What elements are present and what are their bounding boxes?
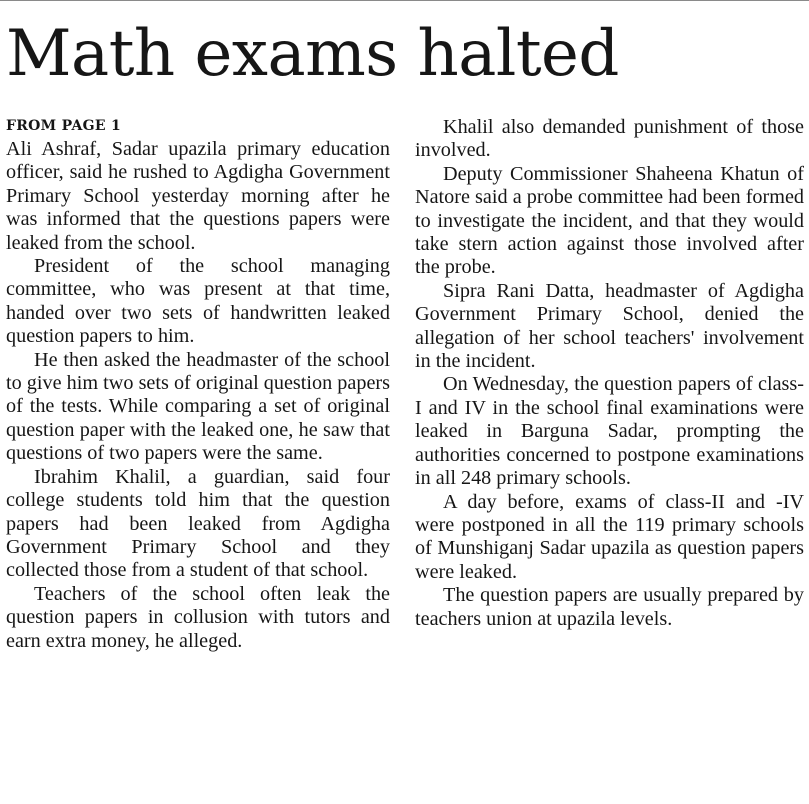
continuation-kicker: FROM PAGE 1 (6, 118, 122, 134)
paragraph: Ali Ashraf, Sadar upazila primary education officer, said he rushed to Agdigha Government Primary School yesterday morning after he was informed that the questions papers were leaked from the school. (6, 138, 390, 254)
paragraph: On Wednesday, the question papers of class-I and IV in the school final examinations were leaked in Barguna Sadar, prompting the authorities concerned to postpone examinations in all 248 primary schools. (415, 373, 804, 490)
paragraph: The question papers are usually prepared by teachers union at upazila levels. (415, 584, 804, 630)
paragraph: He then asked the headmaster of the school to give him two sets of original question papers of the tests. While comparing a set of original question paper with the leaked one, he saw that questions of two papers were the same. (6, 348, 390, 465)
top-rule (0, 0, 809, 1)
paragraph: President of the school managing committee, who was present at that time, handed over two sets of handwritten leaked question papers to him. (6, 255, 390, 348)
paragraph: Deputy Commissioner Shaheena Khatun of Natore said a probe committee had been formed to investigate the incident, and that they would take stern action against those involved after the probe. (415, 162, 804, 279)
right-column (415, 116, 804, 631)
headline: Math exams halted (6, 17, 619, 91)
left-column (6, 116, 390, 653)
paragraph: Teachers of the school often leak the question papers in collusion with tutors and earn extra money, he alleged. (6, 582, 390, 652)
paragraph: A day before, exams of class-II and -IV were postponed in all the 119 primary schools of Munshiganj Sadar upazila as question papers were leaked. (415, 490, 804, 583)
paragraph: Sipra Rani Datta, headmaster of Agdigha Government Primary School, denied the allegation of her school teachers' involvement in the incident. (415, 279, 804, 373)
paragraph: Khalil also demanded punishment of those involved. (415, 116, 804, 162)
paragraph: Ibrahim Khalil, a guardian, said four college students told him that the question papers had been leaked from Agdigha Government Primary School and they collected those from a student of that school. (6, 465, 390, 582)
